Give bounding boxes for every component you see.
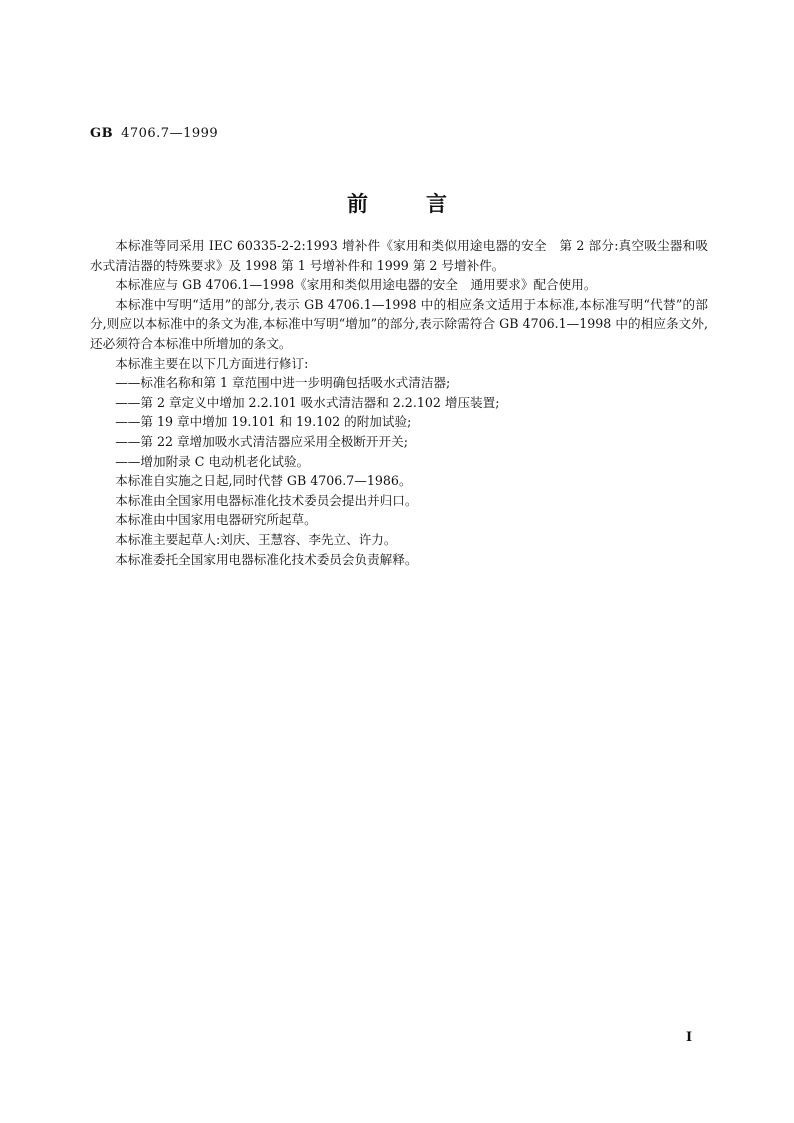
page-title: 前言	[347, 191, 505, 216]
revision-item: ——第 2 章定义中增加 2.2.101 吸水式清洁器和 2.2.102 增压装置;	[115, 394, 500, 410]
revision-item: ——标准名称和第 1 章范围中进一步明确包括吸水式清洁器;	[115, 375, 451, 391]
page-number: Ⅰ	[686, 1030, 693, 1045]
paragraph-drafters: 本标准主要起草人:刘庆、王慧容、李先立、许力。	[115, 531, 397, 547]
standard-code: GB	[90, 126, 114, 141]
revision-item: ——第 19 章中增加 19.101 和 19.102 的附加试验;	[115, 414, 412, 430]
paragraph-adoption: 本标准等同采用 IEC 60335-2-2:1993 增补件《家用和类似用途电器的安全 第 2 部分:真空吸尘器和吸水式清洁器的特殊要求》及 1998 第 1 号增补件和 1999 第 2 号增补件。	[90, 238, 708, 273]
paragraph-drafter: 本标准由中国家用电器研究所起草。	[115, 512, 317, 528]
standard-number: 4706.7—1999	[121, 126, 219, 141]
revision-item: ——第 22 章增加吸水式清洁器应采用全极断开开关;	[115, 433, 408, 449]
paragraph-usage: 本标准应与 GB 4706.1—1998《家用和类似用途电器的安全 通用要求》配合使用。	[115, 277, 597, 293]
revision-item: ——增加附录 C 电动机老化试验。	[115, 453, 310, 469]
paragraph-revision-intro: 本标准主要在以下几方面进行修订:	[115, 355, 309, 371]
document-header	[90, 126, 218, 141]
paragraph-replaces: 本标准自实施之日起,同时代替 GB 4706.7—1986。	[115, 473, 412, 489]
paragraph-proposer: 本标准由全国家用电器标准化技术委员会提出并归口。	[115, 492, 418, 508]
foreword-body	[90, 236, 708, 569]
paragraph-interpretation: 本标准委托全国家用电器标准化技术委员会负责解释。	[115, 551, 418, 567]
paragraph-terms: 本标准中写明“适用”的部分,表示 GB 4706.1—1998 中的相应条文适用于本标准,本标准写明“代替”的部分,则应以本标准中的条文为准,本标准中写明“增加”的部分,表示除需符合 GB 4706.1—1998 中的相应条文外,还必须符合本标准中所增加的条文。	[90, 296, 708, 351]
